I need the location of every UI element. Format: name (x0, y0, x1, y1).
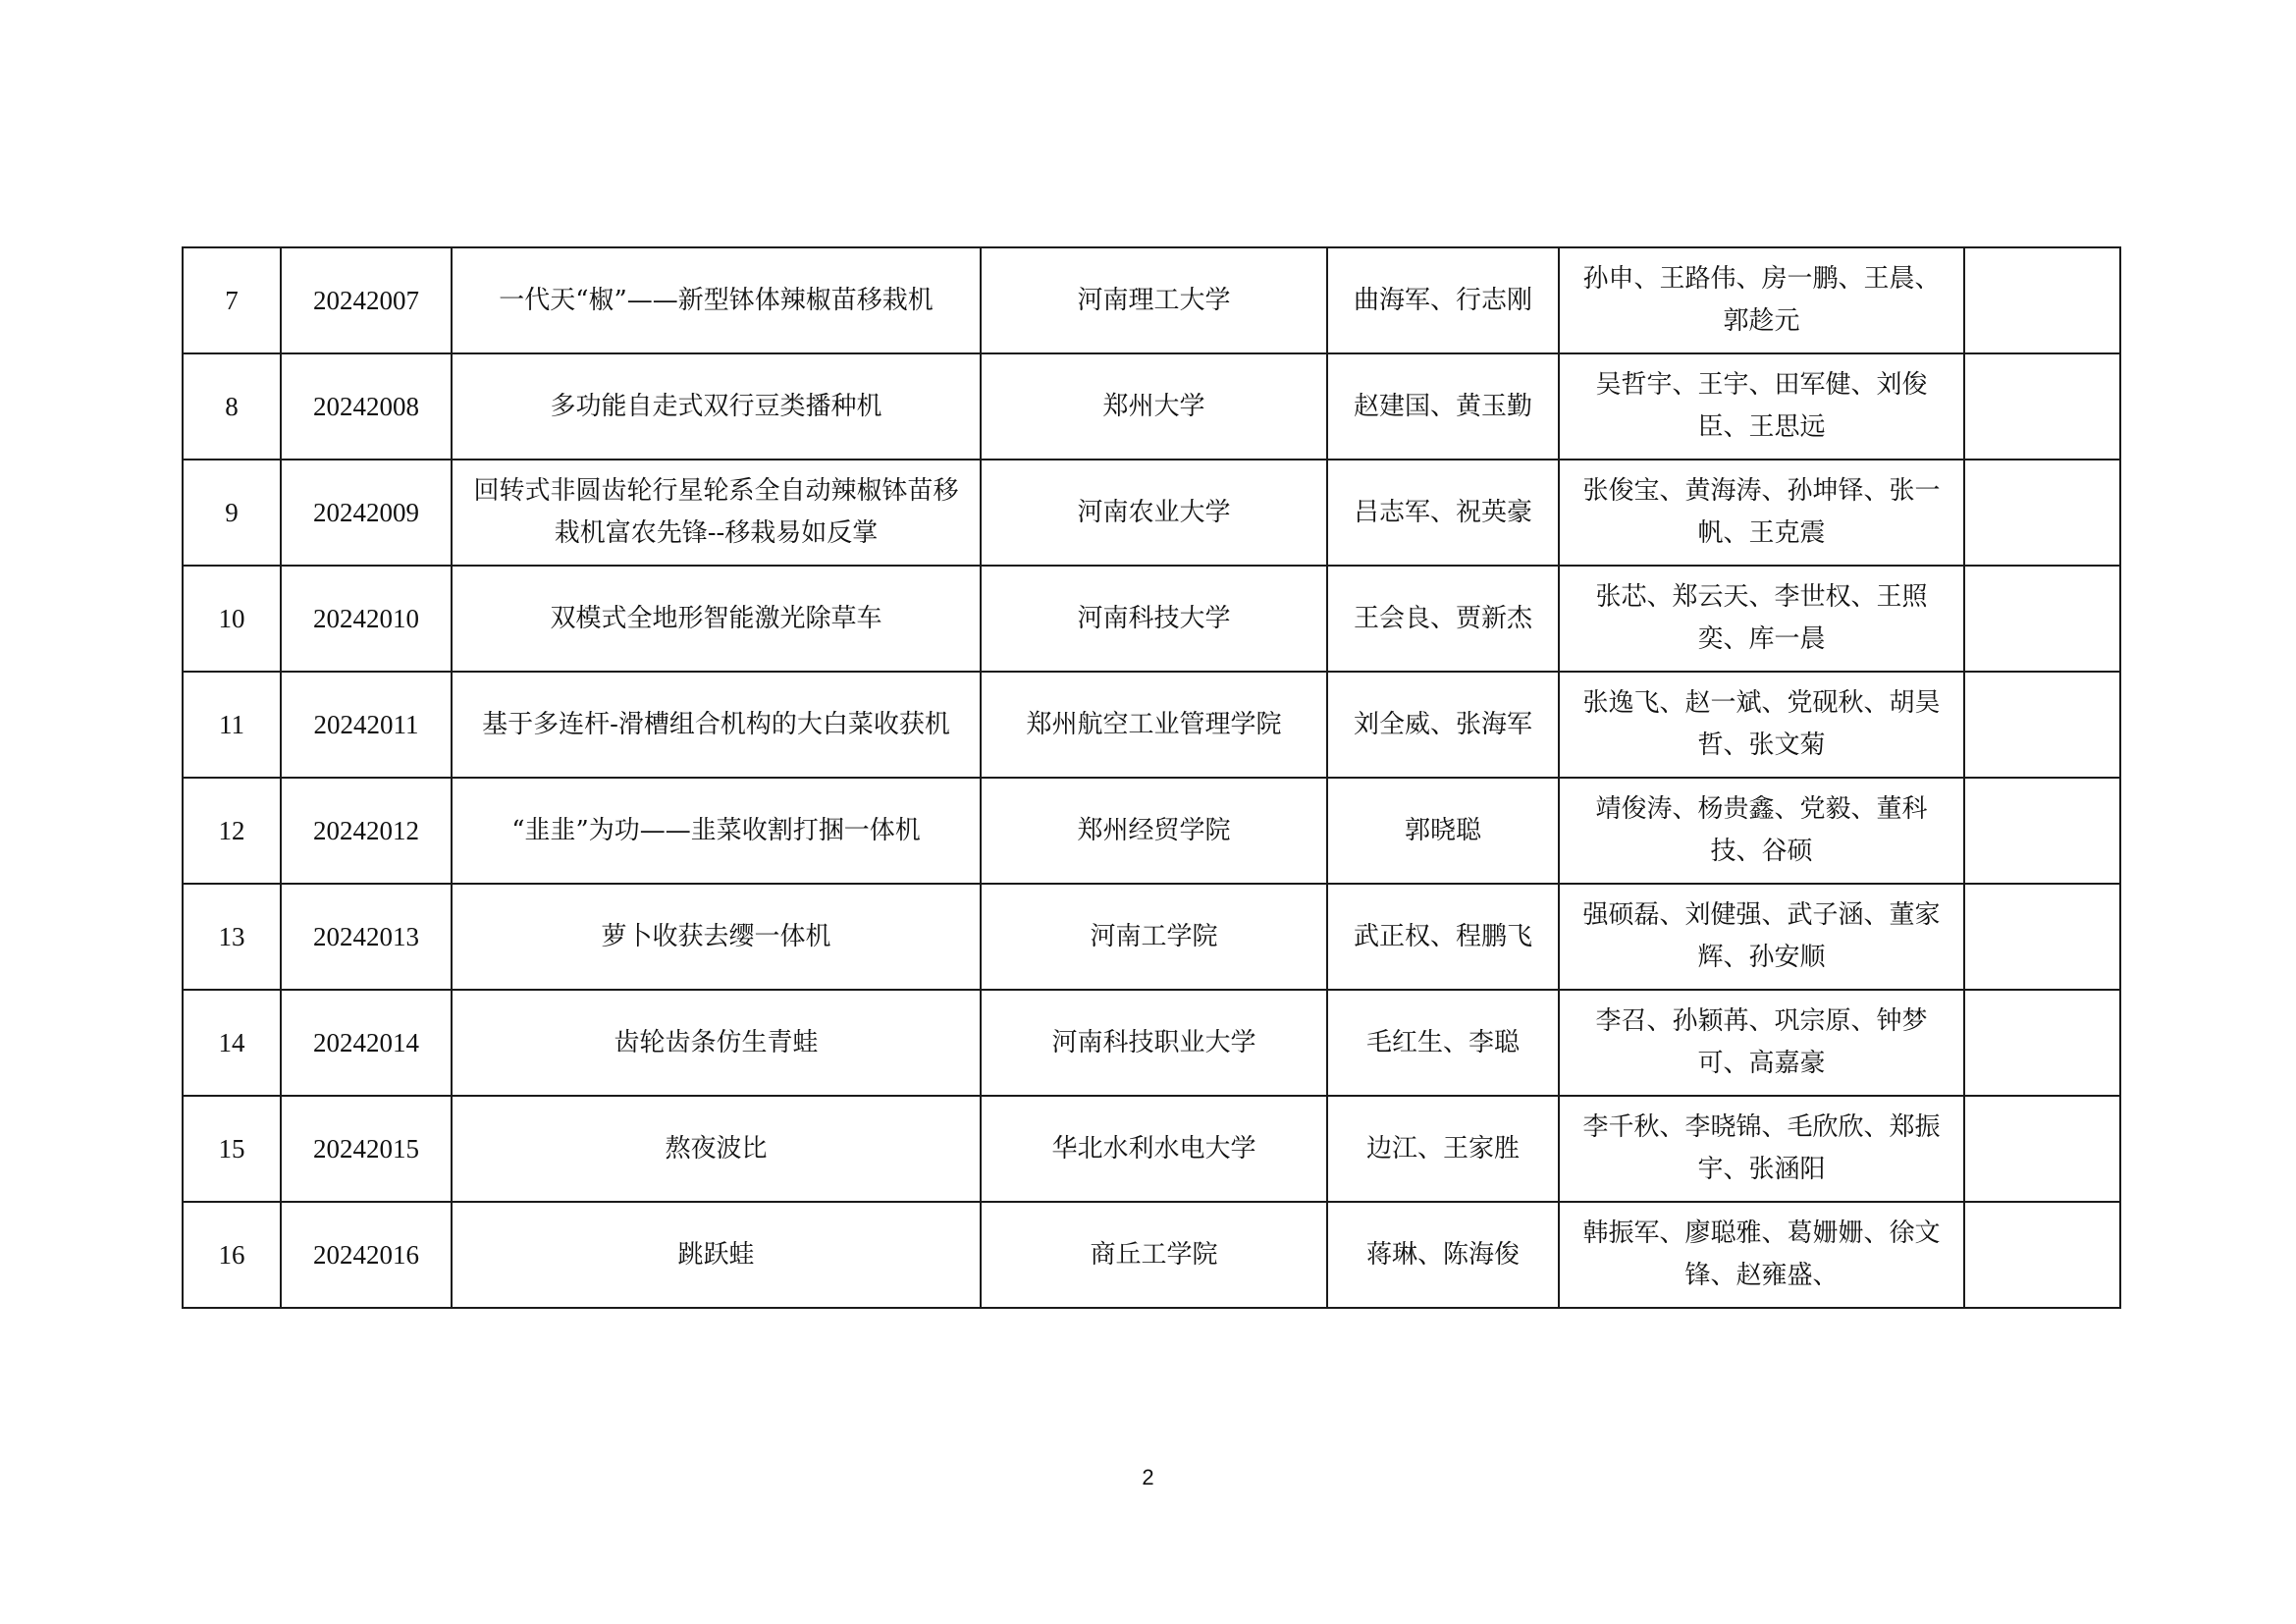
cell-id: 20242016 (281, 1202, 452, 1308)
cell-members: 韩振军、廖聪雅、葛姗姗、徐文锋、赵雍盛、 (1559, 1202, 1964, 1308)
cell-id: 20242011 (281, 672, 452, 778)
cell-project-name: 多功能自走式双行豆类播种机 (452, 353, 981, 460)
table-row (183, 566, 2120, 672)
cell-id: 20242014 (281, 990, 452, 1096)
cell-number: 13 (183, 884, 281, 990)
table-row (183, 990, 2120, 1096)
cell-id: 20242012 (281, 778, 452, 884)
cell-project-name: 跳跃蛙 (452, 1202, 981, 1308)
cell-members: 强硕磊、刘健强、武子涵、董家辉、孙安顺 (1559, 884, 1964, 990)
cell-project-name: 一代天“椒”——新型钵体辣椒苗移栽机 (452, 247, 981, 353)
cell-id: 20242013 (281, 884, 452, 990)
cell-id: 20242010 (281, 566, 452, 672)
cell-advisors: 曲海军、行志刚 (1327, 247, 1559, 353)
cell-school: 河南农业大学 (981, 460, 1327, 566)
cell-id: 20242015 (281, 1096, 452, 1202)
award-list-table (182, 246, 2121, 1309)
cell-note (1964, 884, 2120, 990)
cell-project-name: 回转式非圆齿轮行星轮系全自动辣椒钵苗移栽机富农先锋--移栽易如反掌 (452, 460, 981, 566)
cell-number: 7 (183, 247, 281, 353)
cell-note (1964, 460, 2120, 566)
cell-note (1964, 566, 2120, 672)
cell-id: 20242007 (281, 247, 452, 353)
cell-members: 吴哲宇、王宇、田军健、刘俊臣、王思远 (1559, 353, 1964, 460)
cell-school: 郑州经贸学院 (981, 778, 1327, 884)
cell-project-name: 齿轮齿条仿生青蛙 (452, 990, 981, 1096)
cell-members: 李召、孙颖苒、巩宗原、钟梦可、高嘉豪 (1559, 990, 1964, 1096)
cell-school: 河南科技职业大学 (981, 990, 1327, 1096)
cell-note (1964, 1202, 2120, 1308)
cell-advisors: 赵建国、黄玉勤 (1327, 353, 1559, 460)
cell-project-name: 熬夜波比 (452, 1096, 981, 1202)
table-body (183, 247, 2120, 1308)
cell-advisors: 边江、王家胜 (1327, 1096, 1559, 1202)
table-row (183, 1096, 2120, 1202)
cell-note (1964, 672, 2120, 778)
cell-school: 河南理工大学 (981, 247, 1327, 353)
cell-number: 12 (183, 778, 281, 884)
table-row (183, 884, 2120, 990)
cell-members: 李千秋、李晓锦、毛欣欣、郑振宇、张涵阳 (1559, 1096, 1964, 1202)
cell-advisors: 吕志军、祝英豪 (1327, 460, 1559, 566)
table-row (183, 460, 2120, 566)
cell-advisors: 郭晓聪 (1327, 778, 1559, 884)
cell-number: 11 (183, 672, 281, 778)
cell-project-name: 基于多连杆-滑槽组合机构的大白菜收获机 (452, 672, 981, 778)
cell-number: 16 (183, 1202, 281, 1308)
cell-school: 华北水利水电大学 (981, 1096, 1327, 1202)
cell-school: 郑州大学 (981, 353, 1327, 460)
cell-project-name: “韭韭”为功——韭菜收割打捆一体机 (452, 778, 981, 884)
cell-members: 张逸飞、赵一斌、党砚秋、胡昊哲、张文菊 (1559, 672, 1964, 778)
page-number: 2 (1142, 1465, 1154, 1489)
cell-project-name: 双模式全地形智能激光除草车 (452, 566, 981, 672)
table-row (183, 1202, 2120, 1308)
table-row (183, 778, 2120, 884)
cell-number: 15 (183, 1096, 281, 1202)
cell-id: 20242009 (281, 460, 452, 566)
cell-advisors: 毛红生、李聪 (1327, 990, 1559, 1096)
table-row (183, 247, 2120, 353)
cell-number: 8 (183, 353, 281, 460)
cell-note (1964, 247, 2120, 353)
cell-number: 14 (183, 990, 281, 1096)
cell-members: 张俊宝、黄海涛、孙坤铎、张一帆、王克震 (1559, 460, 1964, 566)
cell-members: 靖俊涛、杨贵鑫、党毅、董科技、谷硕 (1559, 778, 1964, 884)
cell-note (1964, 990, 2120, 1096)
cell-project-name: 萝卜收获去缨一体机 (452, 884, 981, 990)
cell-note (1964, 353, 2120, 460)
table-row (183, 672, 2120, 778)
cell-school: 郑州航空工业管理学院 (981, 672, 1327, 778)
cell-number: 10 (183, 566, 281, 672)
cell-members: 孙申、王路伟、房一鹏、王晨、郭趁元 (1559, 247, 1964, 353)
cell-advisors: 刘全威、张海军 (1327, 672, 1559, 778)
cell-advisors: 武正权、程鹏飞 (1327, 884, 1559, 990)
cell-school: 商丘工学院 (981, 1202, 1327, 1308)
cell-advisors: 王会良、贾新杰 (1327, 566, 1559, 672)
cell-note (1964, 1096, 2120, 1202)
cell-note (1964, 778, 2120, 884)
cell-number: 9 (183, 460, 281, 566)
cell-members: 张芯、郑云天、李世权、王照奕、库一晨 (1559, 566, 1964, 672)
cell-school: 河南科技大学 (981, 566, 1327, 672)
cell-school: 河南工学院 (981, 884, 1327, 990)
cell-advisors: 蒋琳、陈海俊 (1327, 1202, 1559, 1308)
cell-id: 20242008 (281, 353, 452, 460)
table-row (183, 353, 2120, 460)
